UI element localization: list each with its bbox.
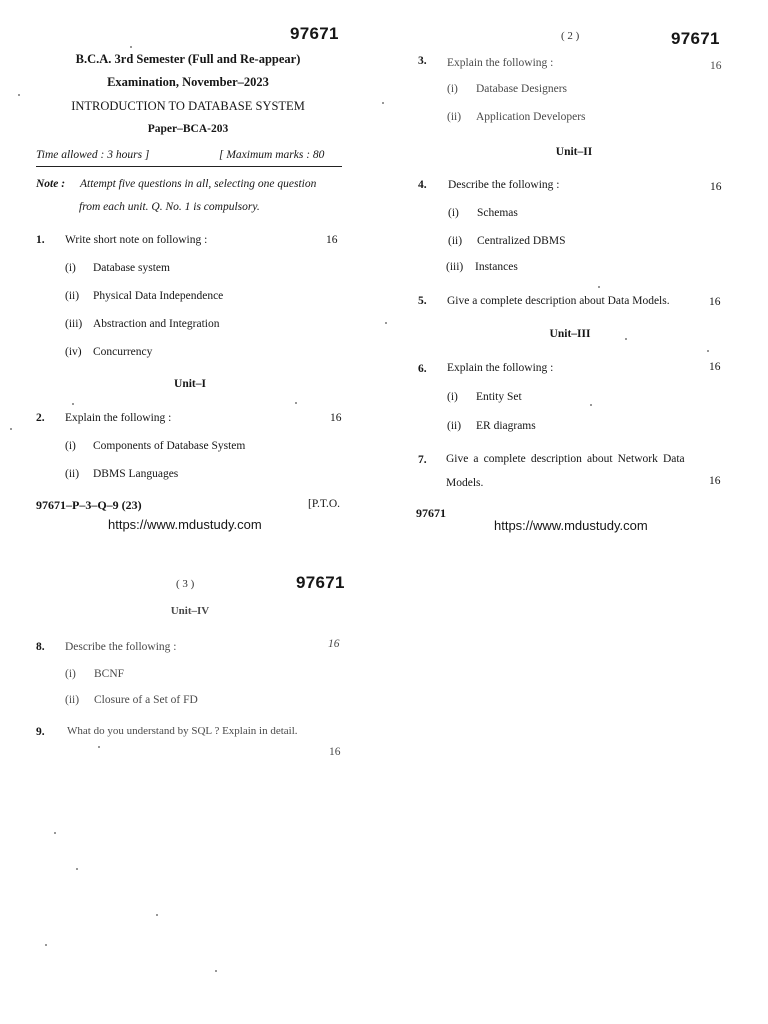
question-marks: 16 (330, 412, 342, 424)
question-number: 1. (36, 234, 45, 246)
scan-speck (54, 832, 56, 834)
question-text: Write short note on following : (65, 234, 208, 246)
sub-item-text: ER diagrams (476, 420, 536, 432)
question-number: 6. (418, 363, 427, 375)
unit-heading: Unit–I (174, 378, 206, 390)
footer-paper-code: 97671 (416, 506, 446, 520)
scan-speck (72, 403, 74, 405)
question-number: 4. (418, 179, 427, 191)
sub-item-label: (iv) (65, 346, 82, 358)
sub-item-text: Database Designers (476, 83, 568, 95)
question-text: Describe the following : (448, 179, 560, 191)
scan-speck (76, 868, 78, 870)
sub-item-text: Instances (475, 261, 518, 273)
time-allowed: Time allowed : 3 hours ] (36, 149, 150, 161)
question-text-line-2: Models. (446, 477, 484, 489)
sub-item-label: (ii) (447, 420, 462, 432)
paper-code: 97671 (671, 29, 720, 48)
question-marks: 16 (709, 296, 721, 308)
question-text: Explain the following : (447, 362, 554, 374)
question-text: Explain the following : (65, 412, 172, 424)
exam-session: Examination, November–2023 (107, 75, 269, 89)
header-rule (36, 166, 342, 167)
course-title: B.C.A. 3rd Semester (Full and Re-appear) (75, 52, 301, 66)
scan-speck (590, 404, 592, 406)
paper-code: 97671 (290, 24, 339, 43)
question-marks: 16 (709, 361, 721, 373)
scan-speck (598, 286, 600, 288)
sub-item-text: Concurrency (93, 346, 153, 358)
sub-item-label: (iii) (446, 261, 464, 273)
maximum-marks: [ Maximum marks : 80 (219, 149, 325, 161)
watermark-url: https://www.mdustudy.com (108, 517, 262, 532)
sub-item-label: (ii) (65, 468, 80, 480)
scan-speck (295, 402, 297, 404)
question-marks: 16 (710, 60, 722, 72)
scan-speck (45, 944, 47, 946)
question-text: What do you understand by SQL ? Explain in detail. (67, 725, 298, 737)
paper-number: Paper–BCA-203 (147, 123, 229, 135)
unit-heading: Unit–III (549, 328, 591, 340)
sub-item-text: DBMS Languages (93, 468, 179, 480)
pto-mark: [P.T.O. (308, 498, 341, 510)
paper-code: 97671 (296, 573, 345, 592)
scan-speck (215, 970, 217, 972)
question-text-line-1: Give a complete description about Network Data (446, 453, 685, 465)
page-number: ( 3 ) (176, 578, 195, 590)
note-label: Note : (36, 178, 66, 190)
note-line-1: Attempt five questions in all, selecting one question (80, 178, 317, 190)
sub-item-label: (i) (448, 207, 459, 219)
question-marks: 16 (329, 746, 341, 758)
question-marks: 16 (328, 638, 340, 650)
sub-item-label: (i) (65, 440, 76, 452)
scan-speck (18, 94, 20, 96)
scan-speck (625, 338, 627, 340)
sub-item-label: (i) (65, 262, 76, 274)
watermark-url: https://www.mdustudy.com (494, 518, 648, 533)
question-number: 5. (418, 295, 427, 307)
scan-speck (385, 322, 387, 324)
sub-item-label: (iii) (65, 318, 83, 330)
question-number: 8. (36, 641, 45, 653)
sub-item-text: Physical Data Independence (93, 290, 224, 302)
sub-item-text: Application Developers (476, 111, 586, 123)
sub-item-label: (ii) (65, 694, 80, 706)
sub-item-label: (ii) (447, 111, 462, 123)
question-number: 7. (418, 454, 427, 466)
question-marks: 16 (709, 475, 721, 487)
scan-speck (156, 914, 158, 916)
scan-speck (707, 350, 709, 352)
scan-speck (382, 102, 384, 104)
unit-heading: Unit–IV (170, 605, 210, 617)
sub-item-label: (i) (447, 391, 458, 403)
scan-speck (130, 46, 132, 48)
question-text: Give a complete description about Data Models. (447, 295, 670, 307)
footer-paper-code: 97671–P–3–Q–9 (23) (36, 498, 142, 512)
subject-title: INTRODUCTION TO DATABASE SYSTEM (71, 99, 305, 113)
question-number: 2. (36, 412, 45, 424)
sub-item-text: BCNF (94, 668, 125, 680)
question-text: Explain the following : (447, 57, 554, 69)
sub-item-text: Closure of a Set of FD (94, 694, 198, 706)
question-marks: 16 (710, 181, 722, 193)
page-number: ( 2 ) (561, 30, 580, 42)
question-text: Describe the following : (65, 641, 177, 653)
question-number: 9. (36, 726, 45, 738)
sub-item-label: (ii) (448, 235, 463, 247)
sub-item-text: Schemas (477, 207, 518, 219)
question-marks: 16 (326, 234, 338, 246)
sub-item-label: (i) (65, 668, 76, 680)
sub-item-text: Entity Set (476, 391, 522, 403)
question-number: 3. (418, 55, 427, 67)
scan-speck (10, 428, 12, 430)
sub-item-text: Database system (93, 262, 170, 274)
sub-item-text: Components of Database System (93, 440, 246, 452)
unit-heading: Unit–II (555, 146, 593, 158)
sub-item-label: (ii) (65, 290, 80, 302)
scan-speck (98, 746, 100, 748)
sub-item-text: Abstraction and Integration (93, 318, 220, 330)
sub-item-label: (i) (447, 83, 458, 95)
note-line-2: from each unit. Q. No. 1 is compulsory. (79, 201, 260, 213)
sub-item-text: Centralized DBMS (477, 235, 566, 247)
